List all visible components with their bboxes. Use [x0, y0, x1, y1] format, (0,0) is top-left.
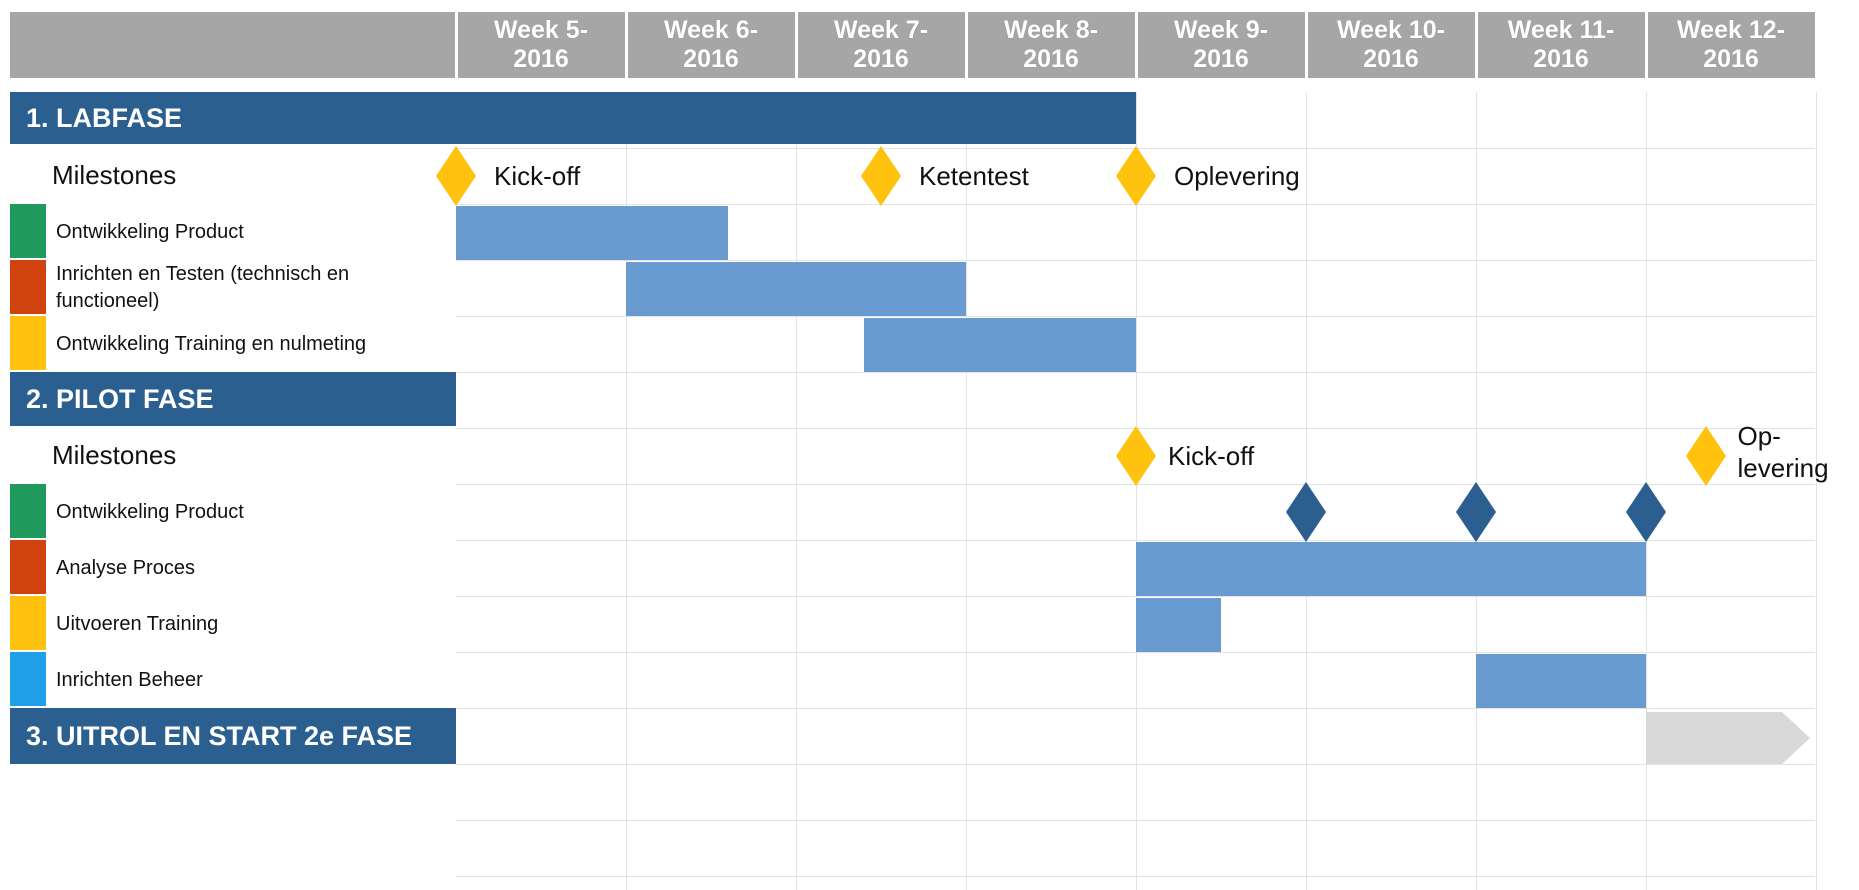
milestones-label: Milestones	[52, 440, 177, 470]
checkpoint-icon	[1626, 482, 1666, 542]
week-separator	[795, 12, 798, 78]
grid-line-horizontal	[456, 820, 1815, 821]
milestone-icon	[861, 146, 901, 206]
phase-title: 3. UITROL EN START 2e FASE	[10, 708, 456, 764]
milestone-icon	[1116, 146, 1156, 206]
week-header: Week 11- 2016	[1507, 16, 1615, 73]
grid-line-horizontal	[456, 316, 1815, 317]
task-label: Uitvoeren Training	[56, 612, 219, 635]
task-bar	[864, 318, 1136, 372]
task-label: Ontwikkeling Training en nulmeting	[56, 332, 367, 355]
week-header: Week 5- 2016	[493, 16, 589, 73]
grid-line-vertical	[1136, 92, 1137, 890]
milestone-label: Ketentest	[919, 161, 1029, 191]
task-label: Ontwikkeling Product	[56, 220, 244, 243]
week-separator	[1135, 12, 1138, 78]
milestone-icon	[436, 146, 476, 206]
week-header: Week 10- 2016	[1337, 16, 1445, 73]
task-color-marker	[10, 652, 46, 706]
task-label: Inrichten Beheer	[56, 668, 203, 691]
grid-line-horizontal	[456, 708, 1815, 709]
week-separator	[455, 12, 458, 78]
next-phase-arrow-icon	[1646, 712, 1810, 764]
week-separator	[1815, 12, 1818, 78]
task-color-marker	[10, 484, 46, 538]
task-bar	[1136, 542, 1646, 596]
task-color-marker	[10, 204, 46, 258]
grid-line-horizontal	[456, 260, 1815, 261]
task-label: Ontwikkeling Product	[56, 500, 244, 523]
task-bar	[1136, 598, 1221, 652]
week-header: Week 6- 2016	[663, 16, 759, 73]
task-color-marker	[10, 260, 46, 314]
milestone-label: Kick-off	[494, 161, 581, 191]
week-separator	[1645, 12, 1648, 78]
task-color-marker	[10, 316, 46, 370]
task-color-marker	[10, 596, 46, 650]
week-header: Week 7- 2016	[833, 16, 929, 73]
phase-bar	[456, 92, 1136, 144]
task-bar	[456, 206, 728, 260]
milestone-label: Op- levering	[1737, 421, 1829, 483]
grid-line-vertical	[1816, 92, 1817, 890]
task-label: Analyse Proces	[56, 556, 195, 579]
task-bar	[626, 262, 966, 316]
milestone-label: Kick-off	[1168, 441, 1255, 471]
task-bar	[1476, 654, 1646, 708]
task-label: Inrichten en Testen (technisch en functioneel)	[56, 263, 350, 312]
task-color-marker	[10, 540, 46, 594]
week-separator	[625, 12, 628, 78]
week-header: Week 9- 2016	[1173, 16, 1269, 73]
grid-line-vertical	[796, 92, 797, 890]
week-separator	[1475, 12, 1478, 78]
milestone-icon	[1686, 426, 1726, 486]
milestone-label: Oplevering	[1174, 161, 1300, 191]
grid-line-horizontal	[456, 764, 1815, 765]
milestones-label: Milestones	[52, 160, 177, 190]
checkpoint-icon	[1456, 482, 1496, 542]
grid-line-vertical	[966, 92, 967, 890]
week-header: Week 8- 2016	[1003, 16, 1099, 73]
checkpoint-icon	[1286, 482, 1326, 542]
week-separator	[965, 12, 968, 78]
milestone-icon	[1116, 426, 1156, 486]
grid-line-horizontal	[456, 372, 1815, 373]
phase-title: 1. LABFASE	[10, 92, 456, 144]
grid-line-horizontal	[456, 540, 1815, 541]
grid-line-horizontal	[456, 596, 1815, 597]
grid-line-horizontal	[456, 652, 1815, 653]
grid-line-horizontal	[456, 876, 1815, 877]
phase-title: 2. PILOT FASE	[10, 372, 456, 426]
week-header: Week 12- 2016	[1677, 16, 1785, 73]
week-separator	[1305, 12, 1308, 78]
